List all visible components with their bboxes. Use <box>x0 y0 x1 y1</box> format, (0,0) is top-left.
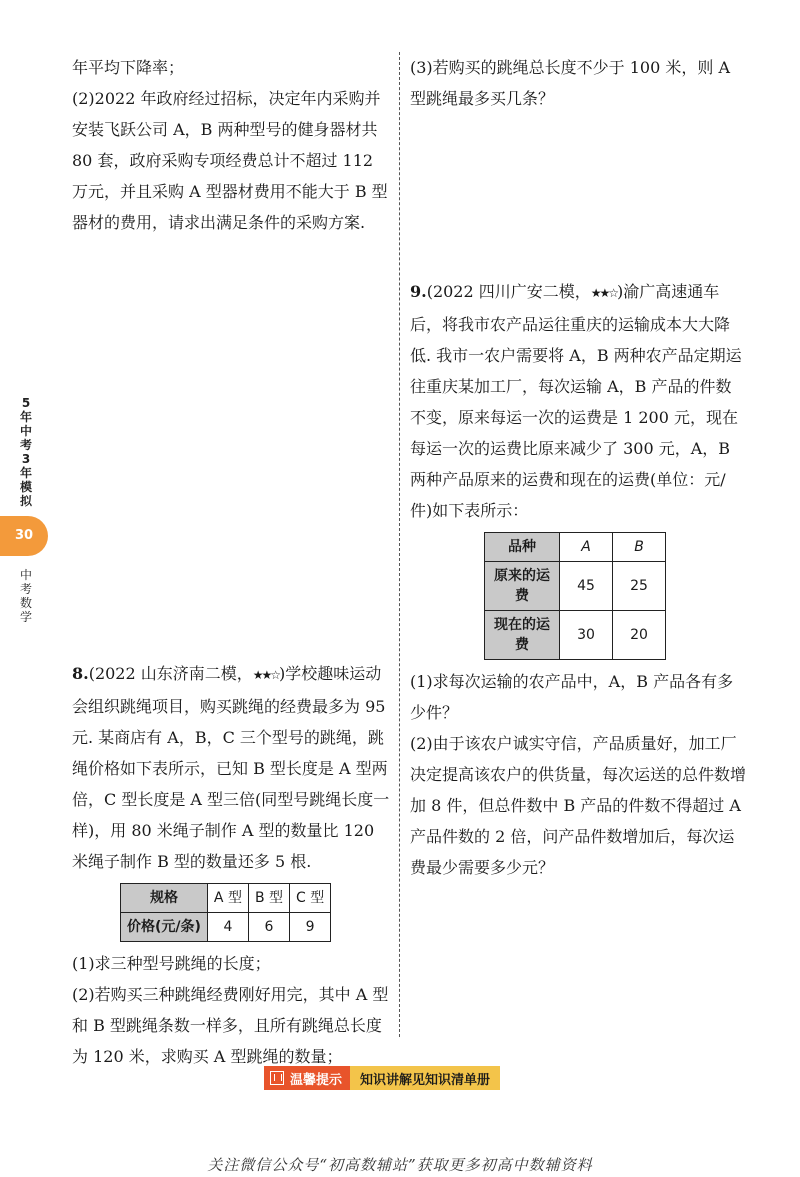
paragraph: (3)若购买的跳绳总长度不少于 100 米，则 A 型跳绳最多买几条？ <box>410 58 731 108</box>
question-8 <box>72 658 390 1072</box>
question-part: (1)求三种型号跳绳的长度； <box>72 954 271 973</box>
freight-table <box>484 532 666 660</box>
difficulty-stars-icon: ★★☆ <box>590 286 618 300</box>
difficulty-stars-icon: ★★☆ <box>252 668 280 682</box>
answer-space <box>410 114 746 276</box>
table-cell: A <box>560 533 613 562</box>
footer-note: 关注微信公众号“初高数辅站”获取更多初高中数辅资料 <box>207 1156 593 1174</box>
table-cell: 45 <box>560 562 613 611</box>
table-cell: 6 <box>248 913 289 942</box>
question-part: (2)由于该农户诚实守信，产品质量好，加工厂决定提高该农户的供货量，每次运送的总件数增加 8 件，但总件数中 B 产品的件数不得超过 A 产品件数的 2 倍，问产品件数增加后，每次运费最少需要多少元？ <box>410 734 747 877</box>
table-cell: 9 <box>290 913 331 942</box>
side-brand: 5年中考3年模拟 <box>19 396 32 508</box>
question-source: (2022 四川广安二模， <box>426 282 591 301</box>
question-part: (2)若购买三种跳绳经费刚好用完，其中 A 型和 B 型跳绳条数一样多，且所有跳绳总长度为 120 米，求购买 A 型跳绳的数量； <box>72 985 389 1066</box>
table-cell: 品种 <box>485 533 560 562</box>
tip-bar <box>264 1066 500 1090</box>
table-cell: B 型 <box>248 884 289 913</box>
table-cell: 价格(元/条) <box>121 913 208 942</box>
question-body: )学校趣味运动会组织跳绳项目，购买跳绳的经费最多为 95 元. 某商店有 A，B，C 三个型号的跳绳，跳绳价格如下表所示，已知 B 型长度是 A 型两倍，C 型长度是 A 型三倍(同型号跳绳长度一样)，用 80 米绳子制作 A 型的数量比 120 米绳子制作 B 型的数量还多 5 根. <box>72 664 390 871</box>
table-header-row <box>485 533 666 562</box>
question-9 <box>410 276 746 883</box>
price-table <box>120 883 331 942</box>
table-row <box>485 611 666 660</box>
table-cell: B <box>613 533 666 562</box>
table-row <box>485 562 666 611</box>
side-subject: 中考数学 <box>19 568 32 624</box>
table-cell: C 型 <box>290 884 331 913</box>
side-tab <box>6 396 46 626</box>
table-cell: 4 <box>207 913 248 942</box>
tip-text: 知识讲解见知识清单册 <box>350 1066 500 1090</box>
question-body: )渝广高速通车后，将我市农产品运往重庆的运输成本大大降低. 我市一农户需要将 A，B 两种农产品定期运往重庆某加工厂，每次运输 A，B 产品的件数不变，原来每运一次的运费是 1 200 元，现在每运一次的运费比原来减少了 300 元，A，B 两种产品原来的运费和现在的运费(单位：元/件)如下表所示： <box>410 282 742 520</box>
table-cell: 规格 <box>121 884 208 913</box>
paragraph: (2)2022 年政府经过招标，决定年内采购并安装飞跃公司 A，B 两种型号的健身器材共 80 套，政府采购专项经费总计不超过 112 万元，并且采购 A 型器材费用不能大于 B 型器材的费用，请求出满足条件的采购方案. <box>72 89 388 232</box>
question-number: 9. <box>410 282 427 301</box>
tip-label-box <box>264 1066 350 1090</box>
question-part: (1)求每次运输的农产品中，A，B 产品各有多少件？ <box>410 672 734 722</box>
page-number: 30 <box>0 516 48 556</box>
question-number: 8. <box>72 664 89 683</box>
table-row <box>121 913 331 942</box>
table-cell: 25 <box>613 562 666 611</box>
answer-space <box>72 238 390 658</box>
table-cell: 原来的运费 <box>485 562 560 611</box>
paragraph: 年平均下降率； <box>72 58 185 77</box>
column-divider <box>399 52 400 1037</box>
table-cell: A 型 <box>207 884 248 913</box>
question-stem <box>72 658 390 877</box>
table-cell: 30 <box>560 611 613 660</box>
book-icon <box>270 1071 284 1085</box>
table-header-row <box>121 884 331 913</box>
table-cell: 20 <box>613 611 666 660</box>
left-column <box>72 52 390 1072</box>
question-source: (2022 山东济南二模， <box>88 664 253 683</box>
right-column <box>410 52 746 883</box>
table-cell: 现在的运费 <box>485 611 560 660</box>
question-stem <box>410 276 746 526</box>
tip-label: 温馨提示 <box>290 1072 343 1088</box>
